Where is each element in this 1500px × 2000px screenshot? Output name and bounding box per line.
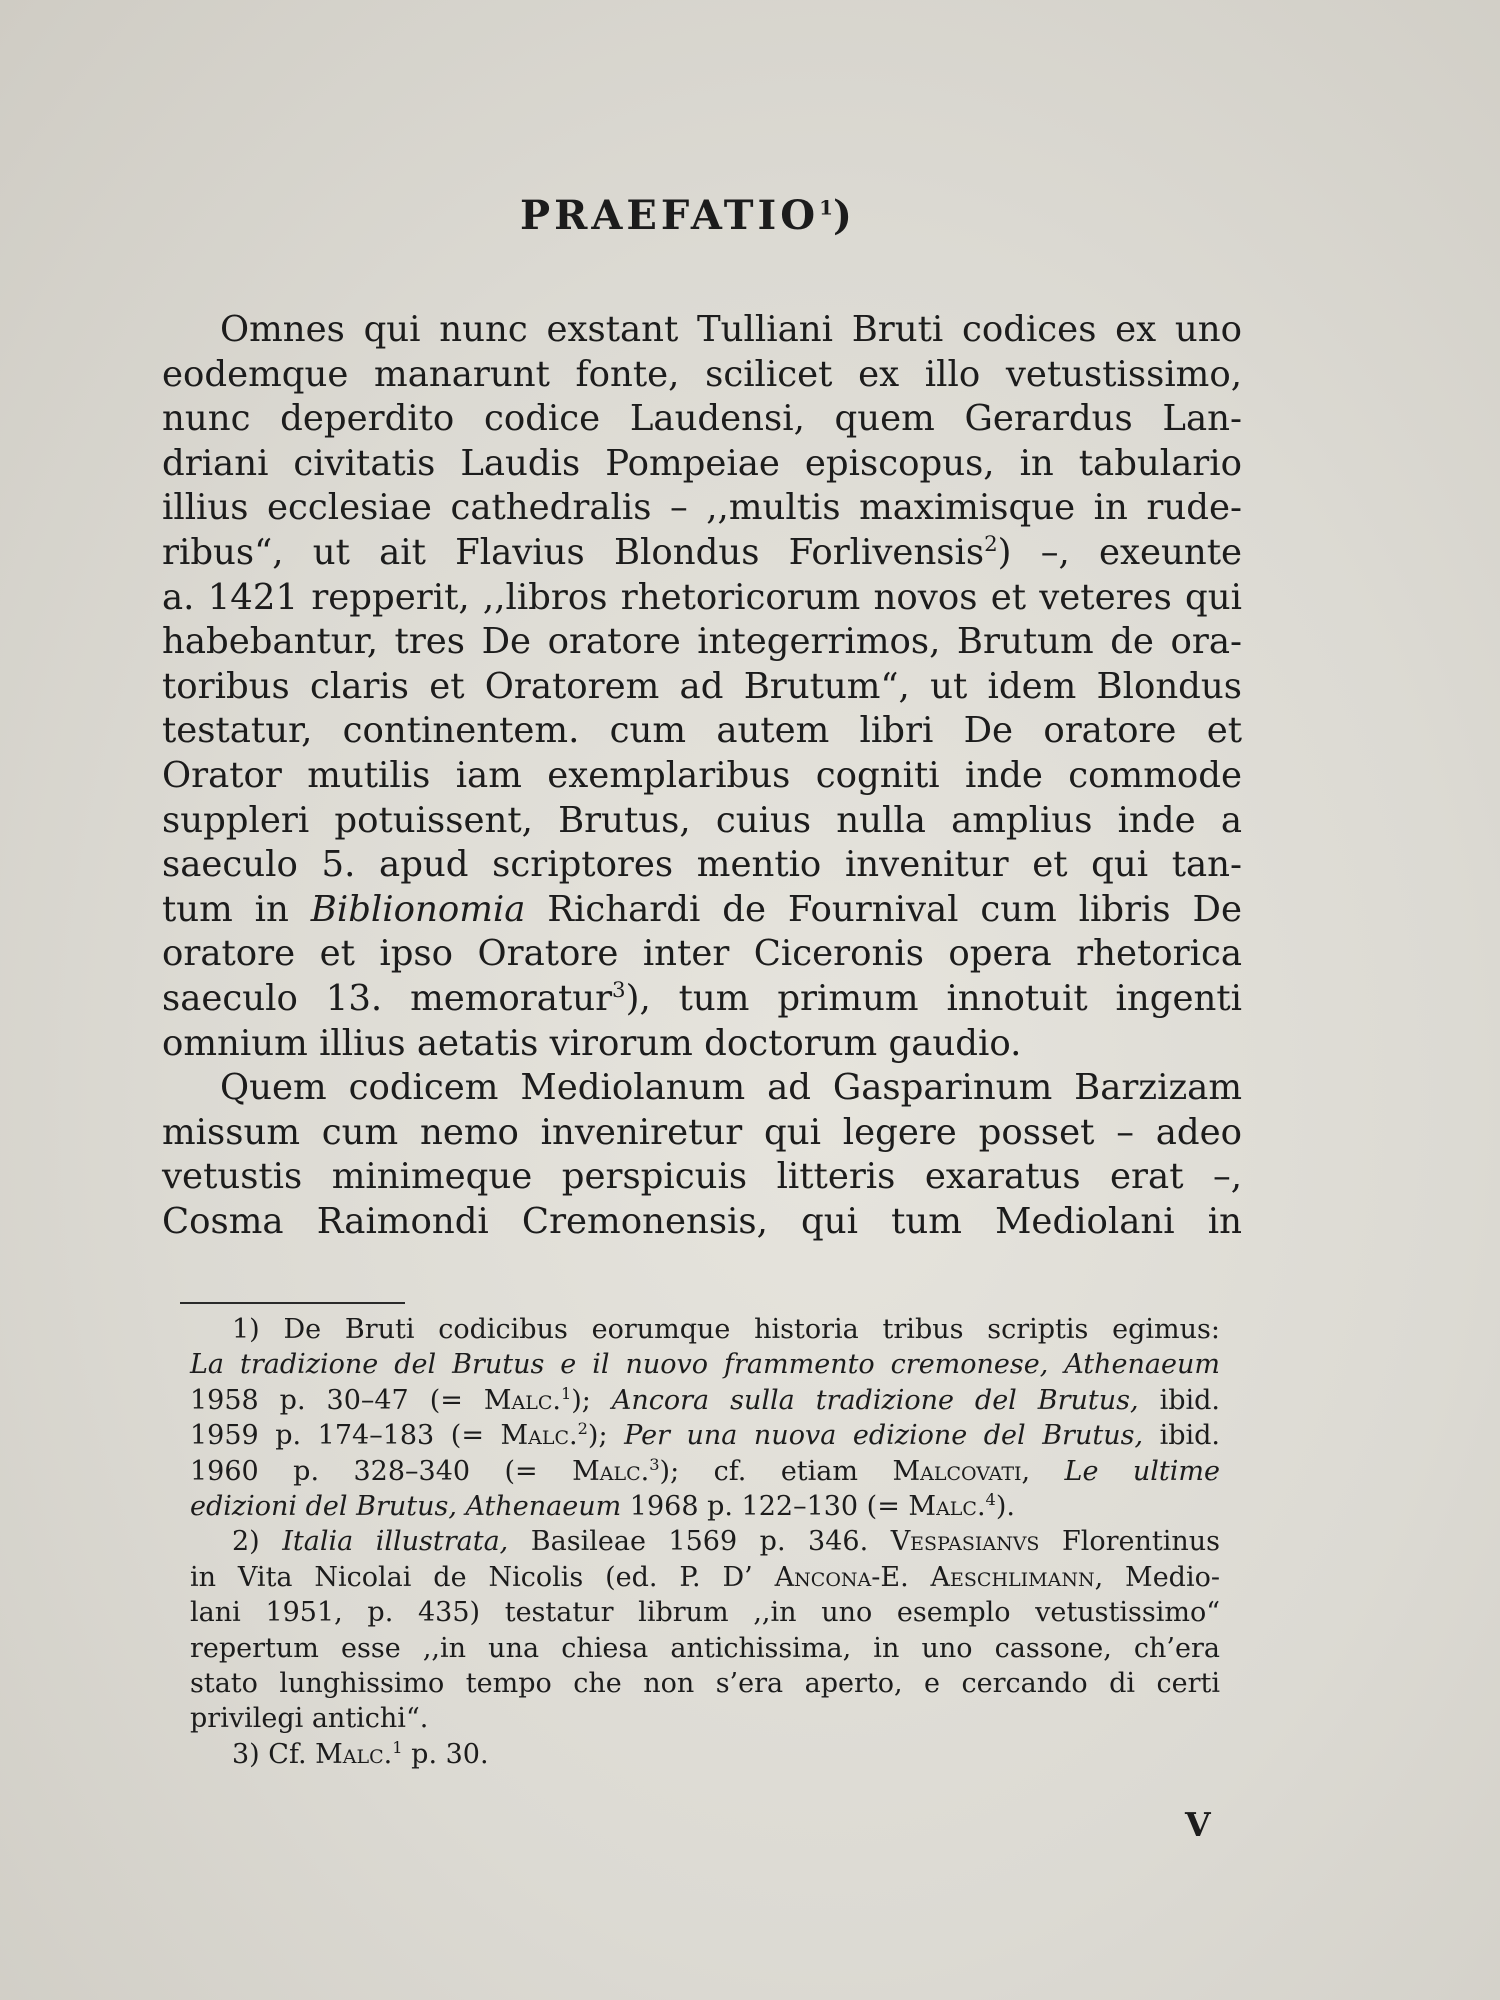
page-number: V	[1185, 1805, 1211, 1844]
text-segment: ), tum primum innotuit ingenti	[625, 977, 1242, 1019]
text-segment: tum in	[162, 888, 311, 930]
text-line	[162, 977, 1242, 1022]
text-segment: p. 30.	[402, 1738, 489, 1770]
text-line: eodemque manarunt fonte, scilicet ex illo vetustissimo,	[162, 353, 1242, 395]
text-segment: Florentinus	[1039, 1526, 1220, 1558]
footnote-line	[190, 1737, 1220, 1772]
italic-title: La tradizione del Brutus e il nuovo frammento cremonese, Athenaeum	[190, 1349, 1220, 1381]
text-segment: 1958 p. 30–47 (=	[190, 1384, 484, 1416]
text-line: omnium illius aetatis virorum doctorum gaudio.	[162, 1022, 1022, 1064]
small-caps-abbrev: Malc.	[315, 1738, 393, 1770]
text-segment: 3) Cf.	[232, 1738, 316, 1770]
page-title	[520, 192, 852, 239]
text-segment: 1960 p. 328–340 (=	[190, 1455, 573, 1487]
footnote-line: privilegi antichi“.	[190, 1703, 429, 1735]
footnote-ref: 3	[612, 978, 626, 1004]
text-line: Orator mutilis iam exemplaribus cogniti inde commode	[162, 754, 1242, 796]
text-line: habebantur, tres De oratore integerrimos, Brutum de ora-	[162, 621, 1242, 663]
text-segment: ); cf. etiam	[659, 1455, 893, 1487]
title-text: PRAEFATIO	[520, 192, 820, 239]
small-caps-author: Ancona-E. Aeschlimann,	[774, 1561, 1104, 1593]
text-line: driani civitatis Laudis Pompeiae episcopus, in tabulario	[162, 442, 1242, 484]
text-line	[162, 888, 1242, 933]
italic-title: Ancora sulla tradizione del Brutus,	[611, 1384, 1139, 1416]
footnote-line	[190, 1524, 1220, 1559]
text-line: vetustis minimeque perspicuis litteris exaratus erat –,	[162, 1156, 1242, 1198]
footnote-ref: 2	[577, 1419, 588, 1439]
text-line: Quem codicem Mediolanum ad Gasparinum Barzizam	[220, 1067, 1242, 1109]
footnote-line: 1) De Bruti codicibus eorumque historia tribus scriptis egimus:	[232, 1314, 1220, 1345]
text-line: testatur, continentem. cum autem libri De oratore et	[162, 710, 1242, 752]
text-line: a. 1421 repperit, ,,libros rhetoricorum novos et veteres qui	[162, 576, 1242, 618]
text-segment: ).	[995, 1491, 1015, 1523]
text-line: suppleri potuissent, Brutus, cuius nulla amplius inde a	[162, 799, 1242, 841]
text-line	[162, 531, 1242, 576]
footnote-line	[190, 1489, 1220, 1524]
text-segment: Medio-	[1103, 1561, 1220, 1593]
italic-title: Per una nuova edizione del Brutus,	[624, 1420, 1144, 1452]
footnote-line	[190, 1383, 1220, 1418]
text-segment: );	[571, 1384, 612, 1416]
footnote-line: stato lunghissimo tempo che non s’era aperto, e cercando di certi	[190, 1668, 1220, 1700]
text-line: Cosma Raimondi Cremonensis, qui tum Mediolani in	[162, 1200, 1242, 1242]
text-line: missum cum nemo inveniretur qui legere posset – adeo	[162, 1111, 1242, 1153]
title-footnote-ref: 1	[819, 195, 833, 220]
small-caps-author: Vespasianvs	[890, 1526, 1040, 1558]
footnote-line	[190, 1560, 1220, 1595]
text-segment: ibid.	[1143, 1420, 1220, 1452]
text-segment: );	[587, 1420, 625, 1452]
footnote-ref: 4	[985, 1490, 996, 1510]
footnote-line: lani 1951, p. 435) testatur librum ,,in uno esemplo vetustissimo“	[190, 1597, 1220, 1629]
footnote-divider	[180, 1302, 405, 1304]
small-caps-author: Malcovati,	[892, 1455, 1031, 1487]
small-caps-abbrev: Malc.	[483, 1384, 561, 1416]
footnote-ref: 2	[984, 532, 998, 558]
text-segment: 2)	[232, 1526, 283, 1558]
small-caps-abbrev: Malc.	[908, 1491, 986, 1523]
text-segment: 1968 p. 122–130 (=	[621, 1491, 909, 1523]
text-segment: ribus“, ut ait Flavius Blondus Forlivensis	[162, 531, 985, 573]
text-segment: Richardi de Fournival cum libris De	[525, 888, 1242, 930]
small-caps-abbrev: Malc.	[572, 1455, 650, 1487]
text-segment: 1959 p. 174–183 (=	[190, 1420, 501, 1452]
title-close-paren: )	[833, 192, 852, 239]
text-line: toribus claris et Oratorem ad Brutum“, ut idem Blondus	[162, 665, 1242, 707]
text-segment: in Vita Nicolai de Nicolis (ed. P. D’	[190, 1561, 775, 1593]
italic-title: Italia illustrata,	[282, 1526, 509, 1558]
text-line: oratore et ipso Oratore inter Ciceronis opera rhetorica	[162, 933, 1242, 975]
small-caps-abbrev: Malc.	[500, 1420, 578, 1452]
text-line: saeculo 5. apud scriptores mentio invenitur et qui tan-	[162, 844, 1242, 886]
body-text	[162, 308, 1242, 1244]
italic-title: Biblionomia	[310, 888, 526, 930]
footnote-line	[190, 1454, 1220, 1489]
text-segment: saeculo 13. memoratur	[162, 977, 613, 1019]
text-segment: Basileae 1569 p. 346.	[508, 1526, 891, 1558]
footnote-ref: 3	[649, 1454, 660, 1474]
text-line: Omnes qui nunc exstant Tulliani Bruti codices ex uno	[220, 309, 1242, 350]
text-line: nunc deperdito codice Laudensi, quem Gerardus Lan-	[162, 398, 1242, 440]
italic-title: edizioni del Brutus, Athenaeum	[190, 1491, 622, 1523]
footnote-ref: 1	[392, 1737, 403, 1757]
footnotes	[190, 1312, 1220, 1772]
footnote-line	[190, 1418, 1220, 1453]
footnote-ref: 1	[560, 1383, 572, 1403]
footnote-line	[190, 1347, 1220, 1382]
text-segment: ) –, exeunte	[997, 531, 1242, 573]
footnote-line: repertum esse ,,in una chiesa antichissima, in uno cassone, ch’era	[190, 1632, 1220, 1664]
text-segment: ibid.	[1138, 1384, 1220, 1416]
italic-title: Le ultime	[1030, 1455, 1221, 1487]
text-line: illius ecclesiae cathedralis – ,,multis maximisque in rude-	[162, 487, 1242, 529]
